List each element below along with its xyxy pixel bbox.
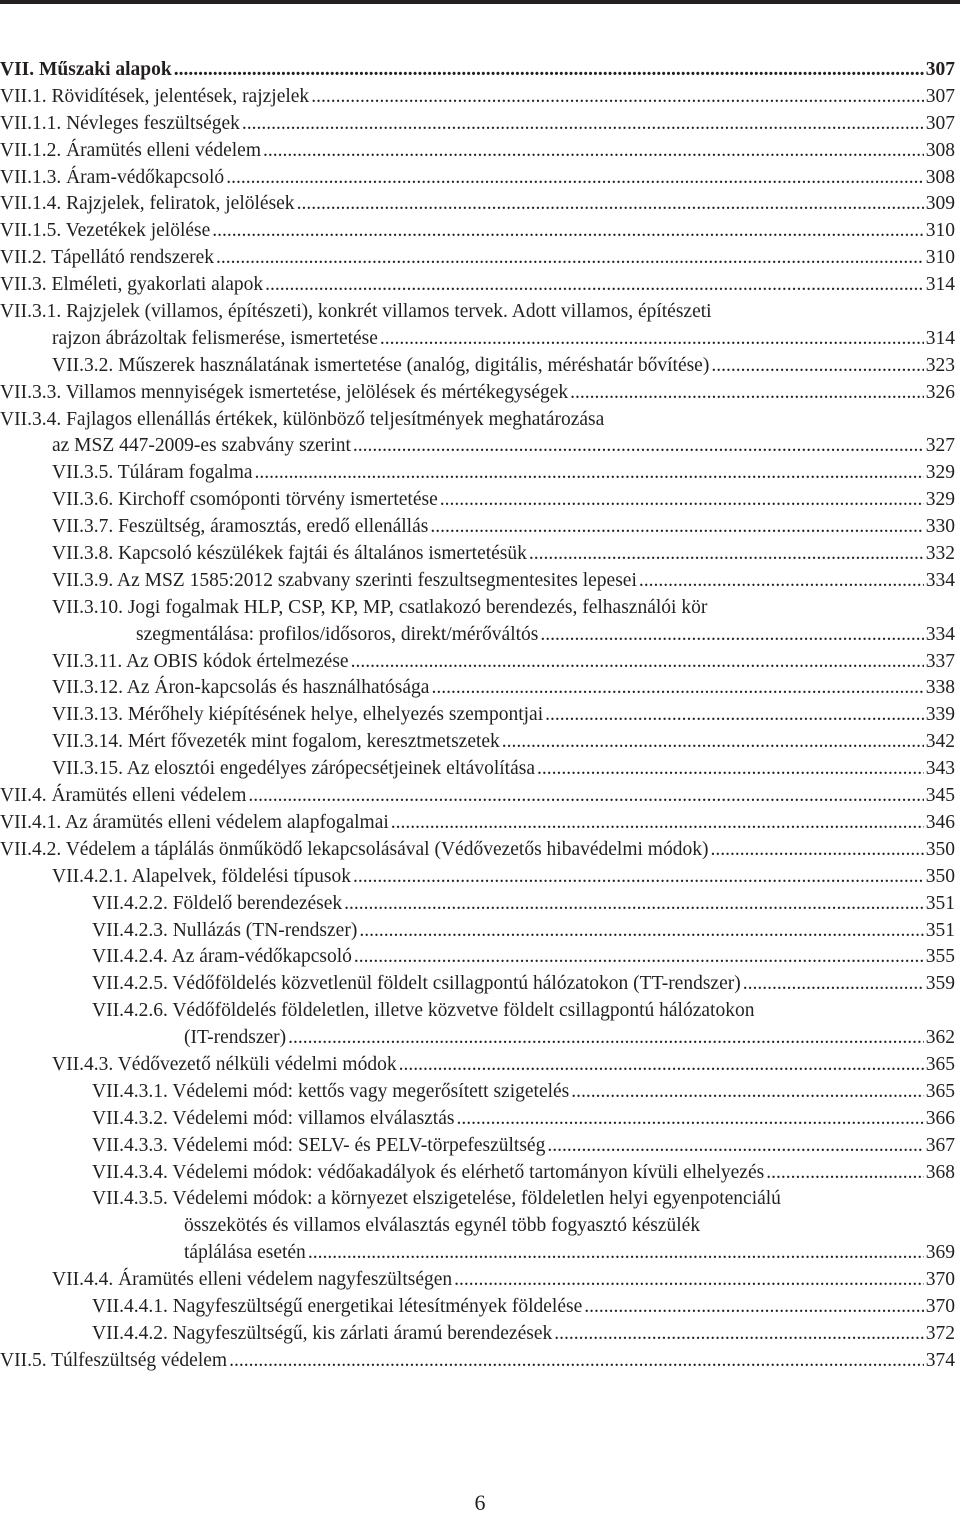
toc-entry-page: 327 bbox=[925, 435, 955, 457]
toc-entry-page: 369 bbox=[925, 1242, 955, 1264]
toc-entry-page: 339 bbox=[925, 704, 955, 726]
toc-entry[interactable] bbox=[0, 837, 955, 864]
toc-leader-dots bbox=[263, 138, 924, 165]
toc-leader-dots bbox=[431, 675, 923, 702]
toc-entry-page: 351 bbox=[925, 892, 955, 914]
toc-leader-dots bbox=[502, 729, 924, 756]
toc-entry-title: VII.4.2.1. Alapelvek, földelési típusok bbox=[52, 865, 351, 887]
toc-entry-title: VII.4.2.5. Védőföldelés közvetlenül földelt csillagpontú hálózatokon (TT-rendszer) bbox=[92, 973, 741, 995]
toc-entry-title: VII.4.2.6. Védőföldelés földeletlen, illetve közvetve földelt csillagpontú hálózatokon bbox=[92, 1000, 755, 1022]
toc-entry-title: VII.1.3. Áram-védőkapcsoló bbox=[0, 166, 225, 188]
toc-entry-title: VII.1.5. Vezetékek jelölése bbox=[0, 220, 211, 242]
toc-leader-dots bbox=[571, 1079, 923, 1106]
toc-leader-dots bbox=[639, 568, 924, 595]
toc-leader-dots bbox=[308, 1240, 924, 1267]
toc-entry-title: VII.4.1. Az áramütés elleni védelem alapfogalmai bbox=[0, 811, 389, 833]
toc-entry[interactable] bbox=[0, 353, 955, 380]
toc-entry-page: 370 bbox=[925, 1295, 955, 1317]
toc-entry[interactable] bbox=[0, 1186, 955, 1213]
toc-leader-dots bbox=[391, 810, 924, 837]
toc-entry-title: VII.4.4.2. Nagyfeszültségű, kis zárlati áramú berendezések bbox=[92, 1322, 553, 1344]
toc-entry-page: 307 bbox=[925, 85, 955, 107]
toc-entry-page: 372 bbox=[925, 1322, 955, 1344]
toc-entry-title: VII.5. Túlfeszültség védelem bbox=[0, 1349, 228, 1371]
toc-entry-title: VII.3.15. Az elosztói engedélyes zárópecsétjeinek eltávolítása bbox=[52, 758, 535, 780]
toc-leader-dots bbox=[584, 1294, 924, 1321]
toc-entry-title: VII. Műszaki alapok bbox=[0, 59, 172, 80]
toc-entry-page: 326 bbox=[925, 381, 955, 403]
toc-entry-page: 334 bbox=[925, 569, 955, 591]
toc-leader-dots bbox=[711, 353, 923, 380]
toc-leader-dots bbox=[766, 1160, 924, 1187]
toc-entry-page: 367 bbox=[925, 1134, 955, 1156]
page-number: 6 bbox=[474, 1490, 486, 1515]
toc-entry-page: 350 bbox=[925, 838, 955, 860]
toc-entry[interactable] bbox=[0, 57, 955, 84]
toc-leader-dots bbox=[537, 756, 924, 783]
toc-entry-page: 334 bbox=[925, 623, 955, 645]
toc-entry[interactable] bbox=[0, 487, 955, 514]
toc-entry-page: 329 bbox=[925, 489, 955, 511]
toc-entry-page: 345 bbox=[925, 785, 955, 807]
toc-entry[interactable] bbox=[0, 1106, 955, 1133]
toc-entry-title: VII.3.1. Rajzjelek (villamos, építészeti), konkrét villamos tervek. Adott villamos, építészeti bbox=[0, 301, 712, 323]
toc-entry[interactable] bbox=[0, 864, 955, 891]
toc-entry[interactable] bbox=[0, 675, 955, 702]
toc-entry-page: 307 bbox=[925, 59, 955, 80]
toc-entry-page: 310 bbox=[925, 247, 955, 269]
toc-entry[interactable] bbox=[0, 514, 955, 541]
toc-leader-dots bbox=[710, 837, 923, 864]
toc-entry-title: VII.1.1. Névleges feszültségek bbox=[0, 112, 240, 134]
toc-entry-title: VII.4.3.1. Védelemi mód: kettős vagy megerősített szigetelés bbox=[92, 1080, 570, 1102]
toc-entry-page: 346 bbox=[925, 811, 955, 833]
toc-leader-dots bbox=[353, 433, 924, 460]
toc-leader-dots bbox=[344, 891, 924, 918]
toc-entry-page: 370 bbox=[925, 1269, 955, 1291]
toc-entry-title: VII.4.3. Védővezető nélküli védelmi módok bbox=[52, 1053, 397, 1075]
toc-entry-page: 365 bbox=[925, 1053, 955, 1075]
toc-leader-dots bbox=[399, 1052, 924, 1079]
toc-entry[interactable] bbox=[0, 433, 955, 460]
toc-entry[interactable] bbox=[0, 971, 955, 998]
toc-entry-title: VII.3.5. Túláram fogalma bbox=[52, 462, 253, 484]
toc-entry-page: 314 bbox=[925, 327, 955, 349]
table-of-contents bbox=[0, 57, 955, 1375]
toc-entry-title: VII.4.3.4. Védelemi módok: védőakadályok és elérhető tartományon kívüli elhelyezés bbox=[92, 1161, 765, 1183]
toc-leader-dots bbox=[174, 57, 924, 84]
toc-leader-dots bbox=[440, 487, 924, 514]
toc-entry-title: VII.3.14. Mért fővezeték mint fogalom, keresztmetszetek bbox=[52, 731, 500, 753]
toc-leader-dots bbox=[354, 944, 924, 971]
toc-entry-title: VII.3. Elméleti, gyakorlati alapok bbox=[0, 274, 264, 296]
toc-entry[interactable] bbox=[0, 1294, 955, 1321]
toc-entry-page: 314 bbox=[925, 274, 955, 296]
toc-entry[interactable] bbox=[0, 460, 955, 487]
toc-leader-dots bbox=[297, 191, 924, 218]
toc-entry-page: 308 bbox=[925, 166, 955, 188]
toc-entry[interactable] bbox=[0, 1267, 955, 1294]
toc-leader-dots bbox=[456, 1106, 923, 1133]
toc-entry-title: VII.3.11. Az OBIS kódok értelmezése bbox=[52, 650, 349, 672]
toc-entry[interactable] bbox=[0, 1348, 955, 1375]
toc-entry-title: VII.3.6. Kirchoff csomóponti törvény ismertetése bbox=[52, 489, 438, 511]
toc-leader-dots bbox=[359, 918, 923, 945]
toc-leader-dots bbox=[226, 165, 924, 192]
toc-entry-title: VII.1.2. Áramütés elleni védelem bbox=[0, 139, 261, 161]
toc-entry-title: VII.3.12. Az Áron-kapcsolás és használhatósága bbox=[52, 677, 430, 699]
toc-entry-title: VII.4.4.1. Nagyfeszültségű energetikai létesítmények földelése bbox=[92, 1295, 583, 1317]
toc-entry-title: táplálása esetén bbox=[184, 1242, 306, 1264]
toc-entry-title: VII.3.9. Az MSZ 1585:2012 szabvany szerinti feszultsegmentesites lepesei bbox=[52, 569, 637, 591]
toc-entry[interactable] bbox=[0, 84, 955, 111]
toc-entry[interactable] bbox=[0, 111, 955, 138]
toc-entry-title: VII.3.4. Fajlagos ellenállás értékek, különböző teljesítmények meghatározása bbox=[0, 408, 605, 430]
toc-leader-dots bbox=[570, 380, 924, 407]
toc-entry-page: 308 bbox=[925, 139, 955, 161]
toc-entry[interactable] bbox=[0, 729, 955, 756]
toc-entry-page: 355 bbox=[925, 946, 955, 968]
top-rule bbox=[0, 0, 960, 4]
toc-entry-title: VII.1. Rövidítések, jelentések, rajzjelek bbox=[0, 85, 310, 107]
toc-entry-page: 362 bbox=[925, 1027, 955, 1049]
toc-entry[interactable] bbox=[0, 1025, 955, 1052]
toc-entry[interactable] bbox=[0, 1052, 955, 1079]
toc-entry[interactable] bbox=[0, 1213, 955, 1240]
toc-entry-title: (IT-rendszer) bbox=[184, 1027, 287, 1049]
toc-entry[interactable] bbox=[0, 1133, 955, 1160]
toc-entry-page: 366 bbox=[925, 1107, 955, 1129]
toc-entry-title: VII.4.3.5. Védelemi módok: a környezet elszigetelése, földeletlen helyi egyenpotenciálú bbox=[92, 1188, 781, 1210]
toc-entry-title: VII.3.8. Kapcsoló készülékek fajtái és általános ismertetésük bbox=[52, 543, 527, 565]
toc-entry-title: összekötés és villamos elválasztás egynél több fogyasztó készülék bbox=[184, 1215, 701, 1237]
toc-entry[interactable] bbox=[0, 756, 955, 783]
toc-entry[interactable] bbox=[0, 891, 955, 918]
toc-entry[interactable] bbox=[0, 165, 955, 192]
toc-entry-page: 337 bbox=[925, 650, 955, 672]
toc-leader-dots bbox=[212, 218, 923, 245]
toc-entry-title: VII.4.2.4. Az áram-védőkapcsoló bbox=[92, 946, 352, 968]
toc-entry-title: szegmentálása: profilos/idősoros, direkt/mérőváltós bbox=[136, 623, 539, 645]
toc-entry[interactable] bbox=[0, 1160, 955, 1187]
toc-entry[interactable] bbox=[0, 595, 955, 622]
toc-entry-page: 330 bbox=[925, 516, 955, 538]
toc-entry[interactable] bbox=[0, 326, 955, 353]
toc-entry[interactable] bbox=[0, 299, 955, 326]
toc-entry[interactable] bbox=[0, 272, 955, 299]
toc-entry-page: 342 bbox=[925, 731, 955, 753]
toc-entry[interactable] bbox=[0, 1321, 955, 1348]
toc-entry[interactable] bbox=[0, 380, 955, 407]
toc-leader-dots bbox=[540, 622, 923, 649]
toc-entry[interactable] bbox=[0, 998, 955, 1025]
toc-leader-dots bbox=[380, 326, 924, 353]
toc-entry-title: VII.3.13. Mérőhely kiépítésének helye, elhelyezés szempontjai bbox=[52, 704, 544, 726]
toc-entry-page: 309 bbox=[925, 193, 955, 215]
toc-leader-dots bbox=[554, 1321, 924, 1348]
toc-leader-dots bbox=[743, 971, 924, 998]
toc-leader-dots bbox=[242, 111, 924, 138]
toc-leader-dots bbox=[311, 84, 924, 111]
toc-entry-title: VII.4.2.3. Nullázás (TN-rendszer) bbox=[92, 919, 358, 941]
toc-entry-title: VII.3.3. Villamos mennyiségek ismertetése, jelölések és mértékegységek bbox=[0, 381, 569, 403]
toc-entry[interactable] bbox=[0, 1079, 955, 1106]
toc-entry-page: 329 bbox=[925, 462, 955, 484]
toc-leader-dots bbox=[229, 1348, 924, 1375]
toc-entry[interactable] bbox=[0, 1240, 955, 1267]
toc-entry-title: VII.3.10. Jogi fogalmak HLP, CSP, KP, MP, csatlakozó berendezés, felhasználói kör bbox=[52, 596, 708, 618]
toc-entry-title: rajzon ábrázoltak felismerése, ismertetése bbox=[52, 327, 378, 349]
toc-entry-title: VII.3.2. Műszerek használatának ismertetése (analóg, digitális, méréshatár bővítése) bbox=[52, 354, 710, 376]
toc-entry-page: 323 bbox=[925, 354, 955, 376]
toc-entry-title: az MSZ 447-2009-es szabvány szerint bbox=[52, 435, 351, 457]
toc-leader-dots bbox=[248, 783, 923, 810]
toc-leader-dots bbox=[430, 514, 923, 541]
toc-leader-dots bbox=[255, 460, 924, 487]
toc-leader-dots bbox=[529, 541, 924, 568]
toc-entry-page: 343 bbox=[925, 758, 955, 780]
toc-entry[interactable] bbox=[0, 622, 955, 649]
toc-leader-dots bbox=[545, 702, 924, 729]
toc-entry-title: VII.4.2.2. Földelő berendezések bbox=[92, 892, 343, 914]
toc-entry[interactable] bbox=[0, 568, 955, 595]
toc-entry-page: 350 bbox=[925, 865, 955, 887]
toc-entry-title: VII.4. Áramütés elleni védelem bbox=[0, 785, 247, 807]
toc-leader-dots bbox=[265, 272, 924, 299]
toc-leader-dots bbox=[353, 864, 924, 891]
toc-entry-title: VII.4.3.3. Védelemi mód: SELV- és PELV-törpefeszültség bbox=[92, 1134, 546, 1156]
toc-entry[interactable] bbox=[0, 245, 955, 272]
toc-entry[interactable] bbox=[0, 702, 955, 729]
toc-entry[interactable] bbox=[0, 810, 955, 837]
toc-entry-page: 338 bbox=[925, 677, 955, 699]
toc-entry-page: 359 bbox=[925, 973, 955, 995]
toc-entry-page: 307 bbox=[925, 112, 955, 134]
toc-entry-page: 332 bbox=[925, 543, 955, 565]
toc-entry[interactable] bbox=[0, 944, 955, 971]
toc-entry-title: VII.4.2. Védelem a táplálás önműködő lekapcsolásával (Védővezetős hibavédelmi módok) bbox=[0, 838, 709, 860]
toc-entry-title: VII.4.3.2. Védelemi mód: villamos elválasztás bbox=[92, 1107, 455, 1129]
toc-entry-title: VII.3.7. Feszültség, áramosztás, eredő ellenállás bbox=[52, 516, 429, 538]
toc-entry-page: 351 bbox=[925, 919, 955, 941]
toc-entry[interactable] bbox=[0, 191, 955, 218]
toc-leader-dots bbox=[288, 1025, 924, 1052]
toc-entry-title: VII.4.4. Áramütés elleni védelem nagyfeszültségen bbox=[52, 1269, 453, 1291]
toc-entry-page: 368 bbox=[925, 1161, 955, 1183]
toc-entry[interactable] bbox=[0, 649, 955, 676]
toc-entry[interactable] bbox=[0, 407, 955, 434]
toc-leader-dots bbox=[454, 1267, 924, 1294]
toc-entry[interactable] bbox=[0, 918, 955, 945]
toc-entry-title: VII.1.4. Rajzjelek, feliratok, jelölések bbox=[0, 193, 295, 215]
toc-entry-page: 365 bbox=[925, 1080, 955, 1102]
toc-entry[interactable] bbox=[0, 783, 955, 810]
toc-entry[interactable] bbox=[0, 541, 955, 568]
toc-leader-dots bbox=[547, 1133, 923, 1160]
toc-leader-dots bbox=[216, 245, 924, 272]
toc-entry[interactable] bbox=[0, 138, 955, 165]
toc-entry[interactable] bbox=[0, 218, 955, 245]
toc-leader-dots bbox=[351, 649, 924, 676]
toc-entry-title: VII.2. Tápellátó rendszerek bbox=[0, 247, 215, 269]
toc-entry-page: 310 bbox=[925, 220, 955, 242]
toc-entry-page: 374 bbox=[925, 1349, 955, 1371]
